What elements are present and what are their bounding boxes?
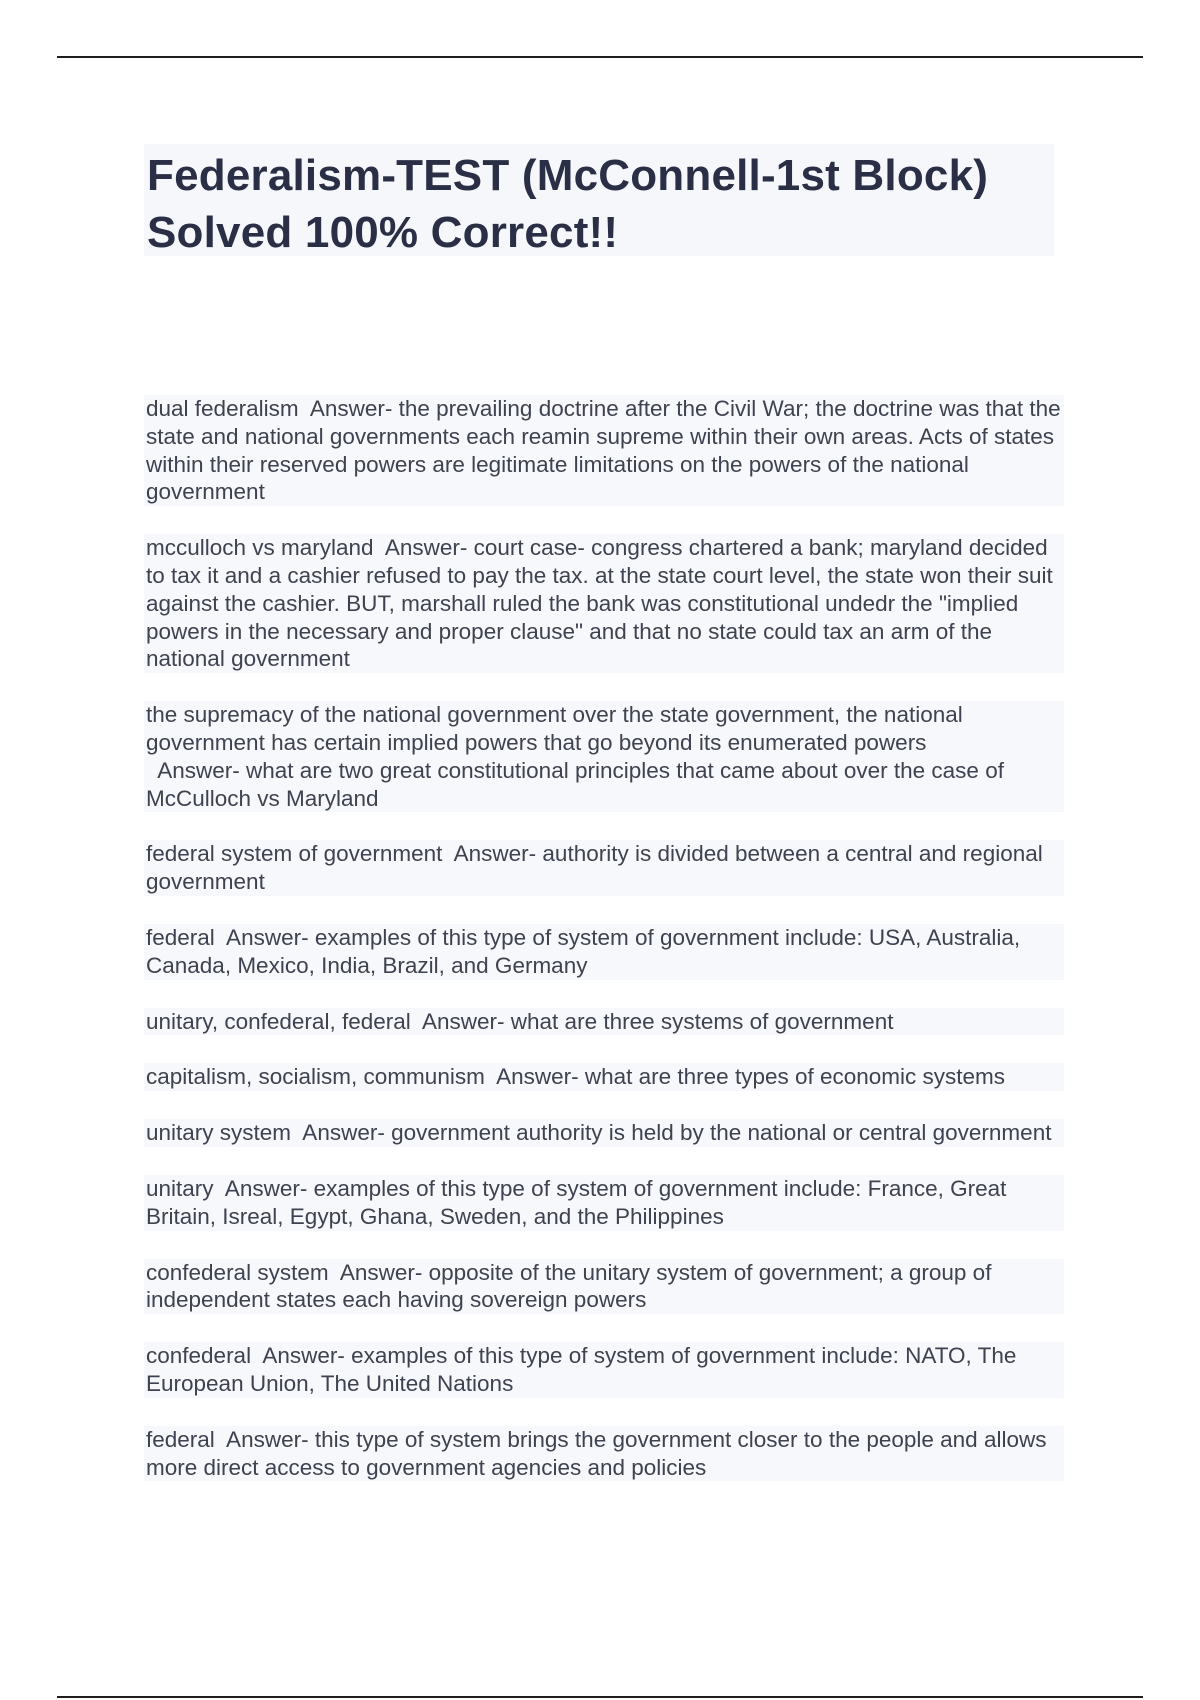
qa-item xyxy=(144,1259,1064,1315)
qa-term: mcculloch vs maryland xyxy=(146,535,374,561)
answer-marker: Answer- xyxy=(410,1008,511,1034)
qa-term: unitary xyxy=(146,1175,214,1201)
qa-answer: examples of this type of system of government include: NATO, The European Union, The United Nations xyxy=(146,1343,1017,1396)
qa-item xyxy=(144,1426,1064,1482)
answer-marker: Answer- xyxy=(146,757,247,783)
qa-term: capitalism, socialism, communism xyxy=(146,1064,485,1090)
qa-term: the supremacy of the national government over the state government, the national government has certain implied powers that go beyond its enumerated powers xyxy=(146,702,963,755)
qa-answer: what are two great constitutional principles that came about over the case of McCulloch vs Maryland xyxy=(146,757,1004,811)
qa-term: unitary system xyxy=(146,1120,292,1146)
answer-marker: Answer- xyxy=(484,1064,585,1090)
top-rule xyxy=(57,56,1143,58)
answer-marker: Answer- xyxy=(213,1175,314,1201)
answer-marker: Answer- xyxy=(214,1426,315,1452)
answer-marker: Answer- xyxy=(251,1343,352,1369)
qa-item xyxy=(144,1119,1064,1147)
qa-term: confederal system xyxy=(146,1259,329,1285)
qa-term: federal xyxy=(146,924,215,950)
answer-marker: Answer- xyxy=(214,924,315,950)
qa-item xyxy=(144,1063,1064,1091)
qa-term: federal system of government xyxy=(146,841,443,867)
qa-item xyxy=(144,840,1064,896)
qa-term: federal xyxy=(146,1426,215,1452)
qa-item xyxy=(144,1175,1064,1231)
qa-answer: opposite of the unitary system of government; a group of independent states each having sovereign powers xyxy=(146,1259,992,1313)
qa-item xyxy=(144,924,1064,980)
qa-answer: authority is divided between a central and regional government xyxy=(146,841,1043,895)
qa-item xyxy=(144,701,1064,812)
qa-answer: what are three systems of government xyxy=(510,1008,894,1034)
qa-list xyxy=(144,395,1064,1509)
qa-answer: the prevailing doctrine after the Civil War; the doctrine was that the state and national governments each reamin supreme within their own areas. Acts of states within their reserved powers are legitimate limitations on the powers of the national government xyxy=(146,396,1061,505)
answer-marker: Answer- xyxy=(298,396,399,421)
answer-marker: Answer- xyxy=(442,841,543,867)
bottom-rule xyxy=(57,1696,1143,1698)
qa-item xyxy=(144,1008,1064,1036)
qa-term: unitary, confederal, federal xyxy=(146,1008,411,1034)
title-block xyxy=(144,144,1054,256)
qa-answer: government authority is held by the national or central government xyxy=(391,1120,1052,1146)
qa-answer: court case- congress chartered a bank; maryland decided to tax it and a cashier refused to pay the tax. at the state court level, the state won their suit against the cashier. BUT, marshall ruled the bank was constitutional undedr the "implied powers in the necessary and proper clause" and that no state could tax an arm of the national government xyxy=(146,535,1053,672)
qa-term: confederal xyxy=(146,1343,252,1369)
answer-marker: Answer- xyxy=(328,1259,429,1285)
qa-item xyxy=(144,395,1064,506)
qa-answer: what are three types of economic systems xyxy=(584,1064,1006,1090)
answer-marker: Answer- xyxy=(291,1120,392,1146)
qa-item xyxy=(144,534,1064,673)
qa-answer: this type of system brings the government closer to the people and allows more direct access to government agencies and policies xyxy=(146,1426,1047,1480)
qa-item xyxy=(144,1342,1064,1398)
qa-term: dual federalism xyxy=(146,396,299,421)
answer-marker: Answer- xyxy=(373,535,474,561)
qa-answer: examples of this type of system of government include: USA, Australia, Canada, Mexico, India, Brazil, and Germany xyxy=(146,924,1021,978)
document-title: Federalism-TEST (McConnell-1st Block) Solved 100% Correct!! xyxy=(147,151,989,257)
qa-answer: examples of this type of system of government include: France, Great Britain, Isreal, Egypt, Ghana, Sweden, and the Philippines xyxy=(146,1175,1007,1229)
